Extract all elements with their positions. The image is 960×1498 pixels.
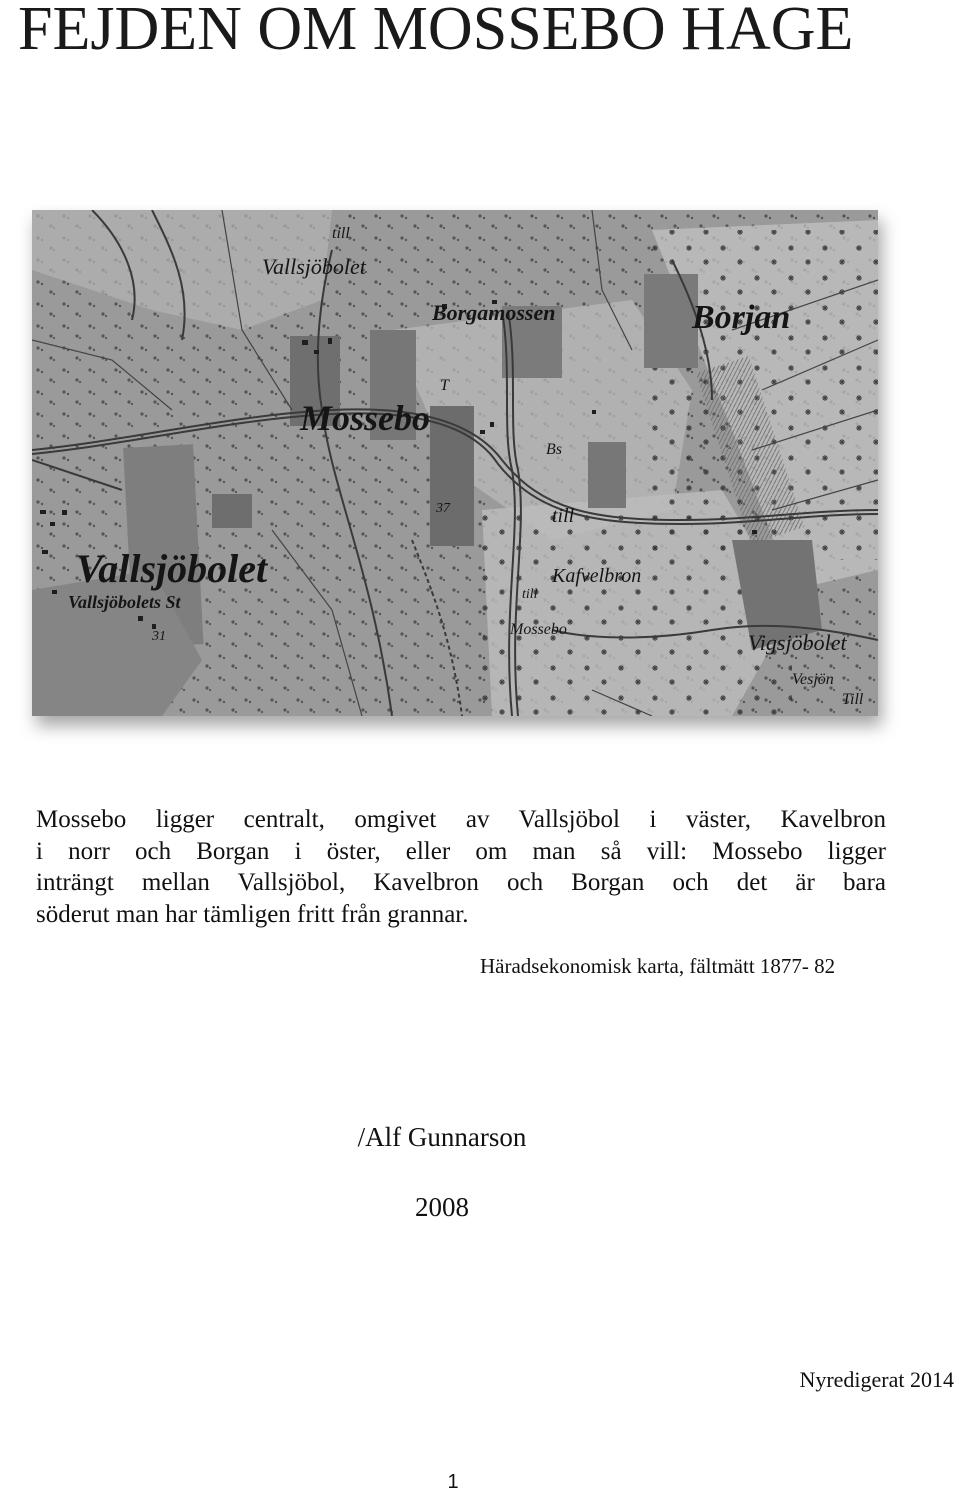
map-label-vallsjobolets-st: Vallsjöbolets St xyxy=(68,592,181,612)
map-label-borjan: Borjan xyxy=(692,299,791,336)
map-marker-31: 31 xyxy=(152,629,166,644)
paragraph-line: inträngt mellan Vallsjöbol, Kavelbron och Borgan och det är bara xyxy=(36,869,886,896)
edited-note: Nyredigerat 2014 xyxy=(799,1367,954,1392)
map-marker-bs: Bs xyxy=(546,441,562,458)
map-source-caption: Häradsekonomisk karta, fältmätt 1877- 82 xyxy=(480,954,836,978)
page-number: 1 xyxy=(447,1471,459,1493)
map-label-vallsjobolet: Vallsjöbolet xyxy=(76,546,268,591)
map-label-till-top: till xyxy=(332,225,350,242)
map-label-borgamossen: Borgamossen xyxy=(432,300,556,325)
paragraph-line: i norr och Borgan i öster, eller om man så vill: Mossebo ligger xyxy=(36,837,886,865)
paragraph-line: Mossebo ligger centralt, omgivet av Vallsjöbol i väster, Kavelbron xyxy=(36,806,886,833)
map-marker-37: 37 xyxy=(436,501,450,516)
intro-paragraph xyxy=(36,804,886,930)
map-label-vigsjobolet: Vigsjöbolet xyxy=(748,630,847,655)
map-drawing xyxy=(32,210,878,716)
page-title: FEJDEN OM MOSSEBO HAGE xyxy=(18,0,854,63)
map-label-mossebo-small: Mossebo xyxy=(510,621,567,638)
historical-map-image xyxy=(32,210,878,716)
publication-year: 2008 xyxy=(415,1192,469,1222)
map-label-mossebo: Mossebo xyxy=(300,398,431,438)
map-label-till-right: Till xyxy=(842,691,864,708)
paragraph-line: söderut man har tämligen fritt från grannar. xyxy=(36,900,469,928)
map-label-till-mid: till xyxy=(552,505,575,527)
map-label-till-mossebo: till xyxy=(522,587,538,602)
map-label-vallsjobolet-top: Vallsjöbolet xyxy=(262,254,366,279)
map-marker-t: T xyxy=(440,377,449,394)
map-label-vesjon: Vesjön xyxy=(792,671,834,688)
author-name: /Alf Gunnarson xyxy=(357,1122,527,1152)
map-label-kafvelbron: Kafvelbron xyxy=(552,565,642,587)
